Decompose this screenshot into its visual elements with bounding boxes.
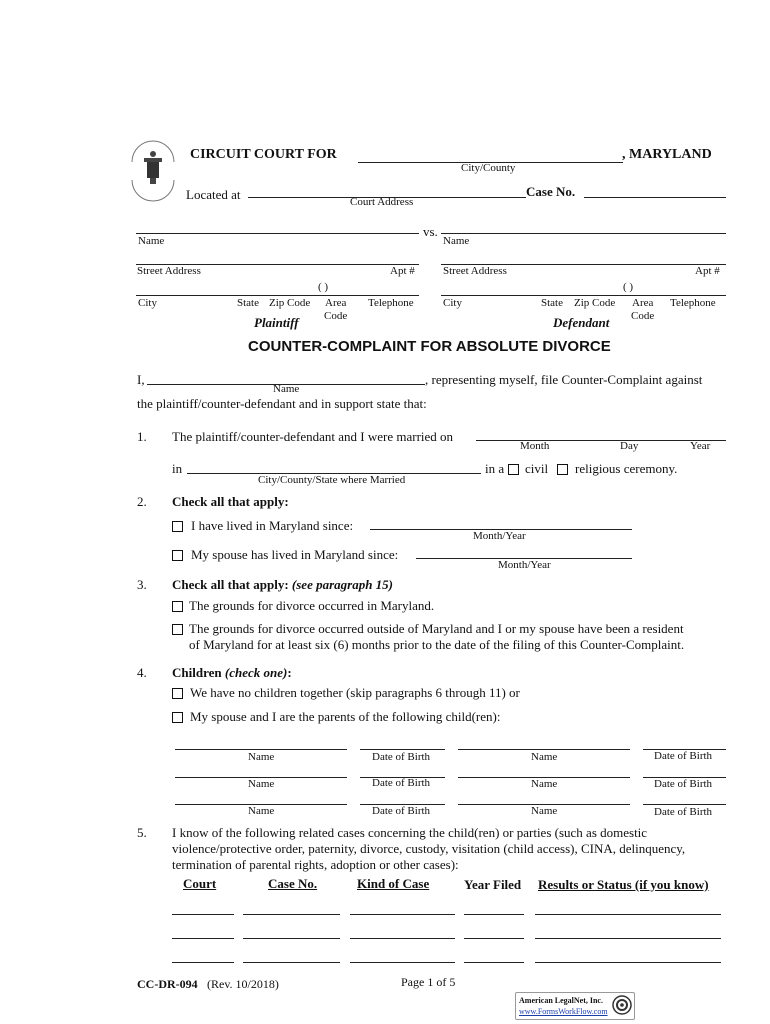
p4-opt1-label: We have no children together (skip paragraphs 6 through 11) or bbox=[190, 685, 520, 700]
case-2-court-field[interactable] bbox=[172, 938, 234, 939]
col-year: Year Filed bbox=[464, 877, 522, 892]
case-no-field[interactable] bbox=[584, 197, 726, 198]
case-2-number-field[interactable] bbox=[243, 938, 340, 939]
case-1-results-field[interactable] bbox=[535, 914, 721, 915]
p4-heading bbox=[172, 665, 292, 681]
plaintiff-name-field[interactable] bbox=[136, 233, 419, 234]
child-1-dob-field[interactable] bbox=[360, 749, 445, 750]
case-3-kind-field[interactable] bbox=[350, 962, 455, 963]
child-1-dob-label: Date of Birth bbox=[372, 751, 431, 763]
child-6-dob-field[interactable] bbox=[643, 804, 726, 805]
defendant-phone-label: Telephone bbox=[670, 297, 716, 309]
plaintiff-phone-label: Telephone bbox=[368, 297, 414, 309]
p3-opt1-label: The grounds for divorce occurred in Maryland. bbox=[189, 598, 435, 613]
defendant-code-label: Code bbox=[631, 310, 655, 322]
child-1-name-label: Name bbox=[248, 751, 275, 763]
plaintiff-apt-label: Apt # bbox=[390, 265, 415, 277]
located-at-label: Located at bbox=[186, 187, 241, 202]
plaintiff-label: Plaintiff bbox=[254, 315, 299, 330]
p3-heading-text: Check all that apply: bbox=[172, 577, 289, 592]
p2-heading: Check all that apply: bbox=[172, 494, 289, 509]
intro-representing: , representing myself, file Counter-Complaint against bbox=[425, 372, 703, 387]
p1-civil: civil bbox=[525, 461, 549, 476]
case-1-number-field[interactable] bbox=[243, 914, 340, 915]
col-kind: Kind of Case bbox=[357, 876, 430, 891]
p2-opt2-checkbox[interactable] bbox=[172, 547, 189, 565]
defendant-label: Defendant bbox=[553, 315, 610, 330]
child-1-name-field[interactable] bbox=[175, 749, 347, 750]
plaintiff-area-label: Area bbox=[325, 297, 347, 309]
p3-opt2-checkbox[interactable] bbox=[172, 621, 189, 639]
case-no-label: Case No. bbox=[526, 184, 576, 199]
child-2-name-label: Name bbox=[531, 751, 558, 763]
p3-opt2-line2: of Maryland for at least six (6) months prior to the date of the filing of this Counter-Complaint. bbox=[189, 637, 685, 652]
child-2-dob-label: Date of Birth bbox=[654, 750, 713, 762]
form-id: CC-DR-094 bbox=[137, 977, 198, 991]
p1-in: in bbox=[172, 461, 183, 476]
child-5-dob-label: Date of Birth bbox=[372, 805, 431, 817]
defendant-apt-label: Apt # bbox=[695, 265, 720, 277]
p2-opt2-label: My spouse has lived in Maryland since: bbox=[191, 547, 399, 562]
court-seal bbox=[128, 140, 178, 202]
publisher-logo-icon bbox=[612, 995, 632, 1020]
defendant-area-label: Area bbox=[632, 297, 654, 309]
form-revision: (Rev. 10/2018) bbox=[207, 977, 279, 991]
court-address-label: Court Address bbox=[350, 196, 414, 208]
intro-line2: the plaintiff/counter-defendant and in support state that: bbox=[137, 396, 427, 411]
case-3-results-field[interactable] bbox=[535, 962, 721, 963]
case-1-year-field[interactable] bbox=[464, 914, 524, 915]
marriage-date-field[interactable] bbox=[476, 440, 726, 441]
col-case-no: Case No. bbox=[268, 876, 318, 891]
p1-day-label: Day bbox=[620, 440, 639, 452]
case-2-kind-field[interactable] bbox=[350, 938, 455, 939]
p2-number: 2. bbox=[137, 494, 147, 509]
p1-number: 1. bbox=[137, 429, 147, 444]
child-2-name-field[interactable] bbox=[458, 749, 630, 750]
city-county-label: City/County bbox=[461, 162, 516, 174]
p3-opt2-line1: The grounds for divorce occurred outside of Maryland and I or my spouse have been a resident bbox=[189, 621, 684, 636]
p4-number: 4. bbox=[137, 665, 147, 680]
defendant-street-label: Street Address bbox=[443, 265, 507, 277]
plaintiff-zip-label: Zip Code bbox=[269, 297, 311, 309]
case-1-kind-field[interactable] bbox=[350, 914, 455, 915]
child-3-name-label: Name bbox=[248, 778, 275, 790]
plaintiff-state-label: State bbox=[237, 297, 259, 309]
p3-heading bbox=[172, 577, 393, 593]
defendant-city-field[interactable] bbox=[441, 295, 726, 296]
case-3-number-field[interactable] bbox=[243, 962, 340, 963]
intro-i: I, bbox=[137, 372, 145, 387]
p4-heading-italic: (check one) bbox=[224, 665, 288, 680]
publisher-name: American LegalNet, Inc. bbox=[519, 996, 603, 1005]
col-results: Results or Status (if you know) bbox=[538, 877, 709, 892]
p4-opt2-label: My spouse and I are the parents of the following child(ren): bbox=[190, 709, 501, 724]
defendant-state-label: State bbox=[541, 297, 563, 309]
case-2-results-field[interactable] bbox=[535, 938, 721, 939]
publisher-box bbox=[515, 992, 635, 1020]
plaintiff-name-label: Name bbox=[138, 235, 165, 247]
defendant-name-label: Name bbox=[443, 235, 470, 247]
p4-heading-text: Children bbox=[172, 665, 222, 680]
defendant-zip-label: Zip Code bbox=[574, 297, 616, 309]
defendant-city-label: City bbox=[443, 297, 462, 309]
p4-opt2-checkbox[interactable] bbox=[172, 709, 189, 727]
child-6-dob-label: Date of Birth bbox=[654, 806, 713, 818]
case-3-court-field[interactable] bbox=[172, 962, 234, 963]
page-number: Page 1 of 5 bbox=[401, 975, 456, 989]
p3-opt1-checkbox[interactable] bbox=[172, 598, 189, 616]
plaintiff-street-label: Street Address bbox=[137, 265, 201, 277]
p3-number: 3. bbox=[137, 577, 147, 592]
p2-opt1-label: I have lived in Maryland since: bbox=[191, 518, 354, 533]
case-1-court-field[interactable] bbox=[172, 914, 234, 915]
civil-checkbox[interactable] bbox=[508, 461, 525, 479]
form-title: COUNTER-COMPLAINT FOR ABSOLUTE DIVORCE bbox=[248, 338, 611, 355]
p2-opt2-month-year: Month/Year bbox=[498, 559, 551, 571]
publisher-site[interactable]: www.FormsWorkFlow.com bbox=[519, 1007, 608, 1016]
p5-line1: I know of the following related cases concerning the child(ren) or parties (such as domestic bbox=[172, 825, 648, 840]
case-2-year-field[interactable] bbox=[464, 938, 524, 939]
defendant-name-field[interactable] bbox=[441, 233, 726, 234]
p2-opt1-month-year: Month/Year bbox=[473, 530, 526, 542]
p5-number: 5. bbox=[137, 825, 147, 840]
p1-year-label: Year bbox=[690, 440, 711, 452]
child-3-dob-label: Date of Birth bbox=[372, 777, 431, 789]
court-state: , MARYLAND bbox=[622, 147, 712, 162]
p5-line3: termination of parental rights, adoption or other cases): bbox=[172, 857, 459, 872]
plaintiff-area-paren: ( ) bbox=[318, 281, 329, 293]
p4-heading-colon: : bbox=[287, 665, 292, 680]
p1-where-label: City/County/State where Married bbox=[258, 474, 406, 486]
filer-name-label: Name bbox=[273, 383, 300, 395]
p1-text: The plaintiff/counter-defendant and I were married on bbox=[172, 429, 454, 444]
child-6-name-label: Name bbox=[531, 805, 558, 817]
p5-line2: violence/protective order, paternity, divorce, custody, visitation (child access), CINA, delinquency, bbox=[172, 841, 686, 856]
p1-month-label: Month bbox=[520, 440, 550, 452]
col-court: Court bbox=[183, 876, 217, 891]
p1-religious: religious ceremony. bbox=[575, 461, 678, 476]
p1-in-a: in a bbox=[485, 461, 505, 476]
plaintiff-code-label: Code bbox=[324, 310, 348, 322]
vs-label: vs. bbox=[423, 224, 438, 239]
p2-opt1-checkbox[interactable] bbox=[172, 518, 189, 536]
court-title: CIRCUIT COURT FOR bbox=[190, 147, 337, 162]
child-4-name-label: Name bbox=[531, 778, 558, 790]
p4-opt1-checkbox[interactable] bbox=[172, 685, 189, 703]
plaintiff-city-label: City bbox=[138, 297, 157, 309]
plaintiff-city-field[interactable] bbox=[136, 295, 419, 296]
religious-checkbox[interactable] bbox=[557, 461, 574, 479]
child-5-name-label: Name bbox=[248, 805, 275, 817]
case-3-year-field[interactable] bbox=[464, 962, 524, 963]
child-4-dob-label: Date of Birth bbox=[654, 778, 713, 790]
defendant-area-paren: ( ) bbox=[623, 281, 634, 293]
p3-heading-italic: (see paragraph 15) bbox=[291, 577, 394, 592]
